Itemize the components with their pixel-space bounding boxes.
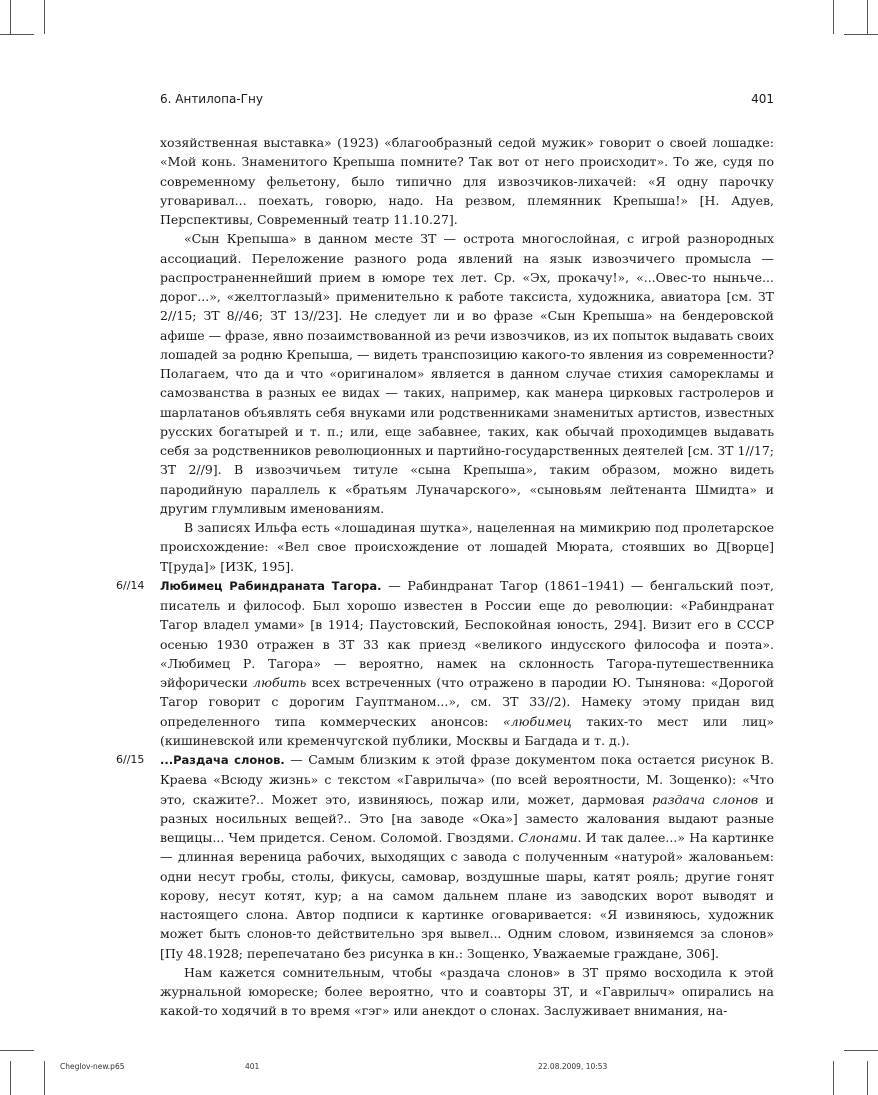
entry-text: И так далее...» На картинке — длинная вереница рабочих, выходящих с завода с полученным «натурой» жалованьем: одни несут гробы, столы, фикусы, самовар, воздушные шары, катят рояль; другие гонят корову, несут котят, кур; а на самом дальнем плане из заводских ворот выводят и настоящего слона. Автор подписи к картинке оговаривается: «Я извиняюсь, художник может быть слонов-то действительно зря вывел... Одним словом, извиняемся за слонов» [Пу 48.1928; перепечатано без рисунка в кн.: Зощенко, Уважаемые граждане, 306]. [160, 830, 774, 961]
slug-file: Cheglov-new.p65 [60, 1062, 125, 1071]
print-slug [60, 1062, 820, 1076]
crop-mark [867, 1061, 868, 1095]
crop-mark [833, 0, 834, 34]
crop-mark [867, 0, 868, 34]
crop-mark [44, 1061, 45, 1095]
entry-text: таких-то мест или лиц» (кишиневской или кременчугской публики, Москвы и Багдада и т. д.). [160, 713, 774, 748]
entry-text: — Рабиндранат Тагор (1861–1941) — бенгальский поэт, писатель и философ. Был хорошо известен в России еще до революции: «Рабиндранат Тагор владел умами» [в 1914; Паустовский, Беспокойная юность, 294]. Визит его в СССР осенью 1930 отражен в ЗТ 33 как приезд «великого индусского философа и поэта». «Любимец Р. Тагора» — вероятно, намек на склонность Тагора-путешественника эйфорически [160, 577, 775, 690]
paragraph: «Сын Крепыша» в данном месте ЗТ — острота многослойная, с игрой разнородных ассоциаций. Переложение разного рода явлений на язык извозчичего промысла — распространеннейший прием в юморе тех лет. Ср. «Эх, прокачу!», «...Овес-то ныньче... дорог...», «желтоглазый» применительно к работе таксиста, художника, авиатора [см. ЗТ 2//15; ЗТ 8//46; ЗТ 13//23]. Не следует ли и во фразе «Сын Крепыша» на бендеровской афише — фразе, явно позаимствованной из речи извозчиков, из их попыток выдавать своих лошадей за родню Крепыша, — видеть транспозицию какого-то явления из современности? Полагаем, что да и что «оригиналом» является в данном случае стихия саморекламы и самозванства в разных ее видах — таких, например, как манера цирковых гастролеров и шарлатанов объявлять себя внуками или родственниками знаменитых артистов, известных русских богатырей и т. п.; или, еще забавнее, таких, как обычай проходимцев выдавать себя за родственников революционных и партийно-государственных деятелей [см. ЗТ 1//17; ЗТ 2//9]. В извозчичьем титуле «сына Крепыша», таким образом, можно видеть пародийную параллель к «братьям Луначарского», «сыновьям лейтенанта Шмидта» и другим глумливым именованиям. [160, 231, 774, 516]
entry-lemma: ...Раздача слонов. [160, 753, 285, 767]
entry-italic: «любимец [502, 713, 572, 729]
crop-mark [844, 1050, 878, 1051]
paragraph: В записях Ильфа есть «лошадиная шутка», нацеленная на мимикрию под пролетарское происхождение: «Вел свое происхождение от лошадей Мюрата, стоявших во Д[ворце] Т[руда]» [ИЗК, 195]. [160, 520, 774, 574]
entry-text: — Самым близким к этой фразе документом пока остается рисунок В. Краева «Всюду жизнь» с текстом «Гаврилыча» (по всей вероятности, М. Зощенко): «Что это, скажите?.. Может это, извиняюсь, пожар или, может, дармовая [160, 752, 774, 807]
crop-mark [0, 34, 34, 35]
slug-datetime: 22.08.2009, 10:53 [538, 1062, 608, 1071]
paragraph: Нам кажется сомнительным, чтобы «раздача слонов» в ЗТ прямо восходила к этой журнальной юмореске; более вероятно, что и соавторы ЗТ, и «Гаврилыч» опирались на какой-то ходячий в то время «гэг» или анекдот о слонах. Заслуживает внимания, на- [160, 964, 774, 1019]
body-text [116, 133, 775, 1021]
entry-lemma: Любимец Рабиндраната Тагора. [160, 578, 382, 593]
crop-mark [10, 1061, 11, 1095]
crop-mark [844, 34, 878, 35]
page-number: 401 [751, 92, 774, 106]
crop-mark [0, 1050, 34, 1051]
crop-mark [833, 1061, 834, 1095]
entry-text: и разных носильных вещей?.. Это [на заводе «Ока»] заместо жалования выдают разные вещицы... Чем придется. Сеном. Соломой. Гвоздями. [160, 791, 774, 845]
crop-mark [10, 0, 11, 34]
entry-italic: Слонами. [518, 830, 582, 845]
slug-page: 401 [245, 1062, 260, 1071]
paragraph: хозяйственная выставка» (1923) «благообразный седой мужик» говорит о своей лошадке: «Мой конь. Знаменитого Крепыша помните? Так вот от него происходит». То же, судя по современному фельетону, было типично для извозчиков-лихачей: «Я одну парочку уговаривал... поехать, говорю, надо. На резвом, племянник Крепыша!» [Н. Адуев, Перспективы, Современный театр 11.10.27]. [160, 135, 774, 227]
entry-number: 6//14 [116, 578, 145, 592]
commentary-entry [116, 576, 775, 750]
commentary-entry [116, 750, 774, 963]
running-head [160, 92, 774, 108]
entry-italic: любить [253, 675, 307, 690]
section-title: 6. Антилопа-Гну [160, 92, 263, 106]
entry-italic: раздача слонов [652, 791, 759, 807]
entry-text: всех встреченных (что отражено в пародии Ю. Тынянова: «Дорогой Тагор говорит с дорогим Гауптманом...», см. ЗТ 33//2). Намеку этому придан вид определенного типа коммерческих анонсов: [160, 675, 774, 729]
crop-mark [44, 0, 45, 34]
entry-number: 6//15 [116, 753, 145, 766]
